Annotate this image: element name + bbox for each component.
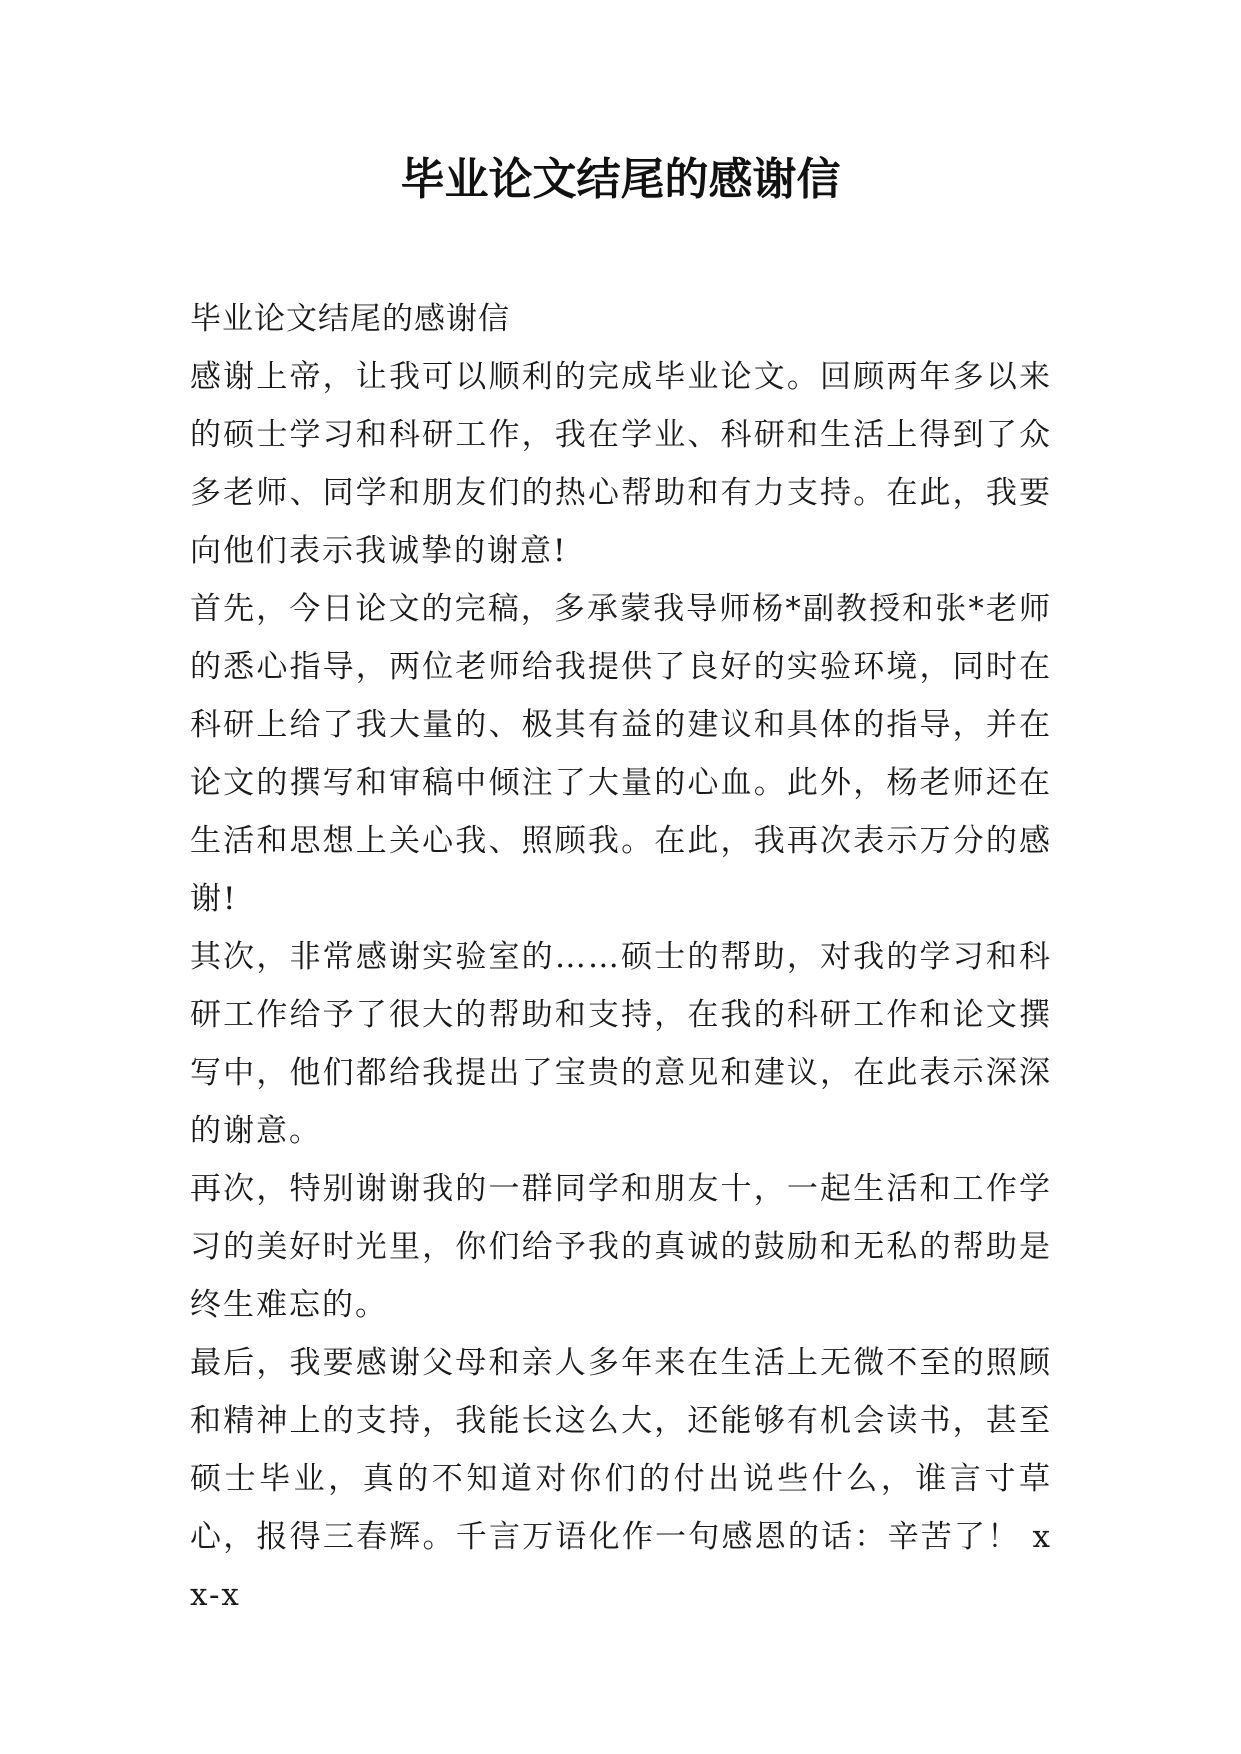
paragraph-intro: 感谢上帝，让我可以顺利的完成毕业论文。回顾两年多以来的硕士学习和科研工作，我在学业、科研和生活上得到了众多老师、同学和朋友们的热心帮助和有力支持。在此，我要向他们表示我诚挚的谢意! [190,359,1052,569]
paragraph-friends: 再次，特别谢谢我的一群同学和朋友十，一起生活和工作学习的美好时光里，你们给予我的真诚的鼓励和无私的帮助是终生难忘的。 [190,1171,1052,1323]
paragraph-lab-colleagues: 其次，非常感谢实验室的……硕士的帮助，对我的学习和科研工作给予了很大的帮助和支持，在我的科研工作和论文撰写中，他们都给我提出了宝贵的意见和建议，在此表示深深的谢意。 [190,939,1052,1149]
document-title: 毕业论文结尾的感谢信 [400,154,841,205]
paragraph-family: 最后，我要感谢父母和亲人多年来在生活上无微不至的照顾和精神上的支持，我能长这么大，还能够有机会读书，甚至硕士毕业，真的不知道对你们的付出说些什么，谁言寸草心，报得三春辉。千言万语化作一句感恩的话：辛苦了！ xx-x [190,1345,1052,1613]
document-body [190,290,1052,1624]
paragraph-advisors: 首先，今日论文的完稿，多承蒙我导师杨*副教授和张*老师的悉心指导，两位老师给我提供了良好的实验环境，同时在科研上给了我大量的、极其有益的建议和具体的指导，并在论文的撰写和审稿中倾注了大量的心血。此外，杨老师还在生活和思想上关心我、照顾我。在此，我再次表示万分的感谢! [190,591,1052,917]
document-subtitle: 毕业论文结尾的感谢信 [190,301,510,337]
